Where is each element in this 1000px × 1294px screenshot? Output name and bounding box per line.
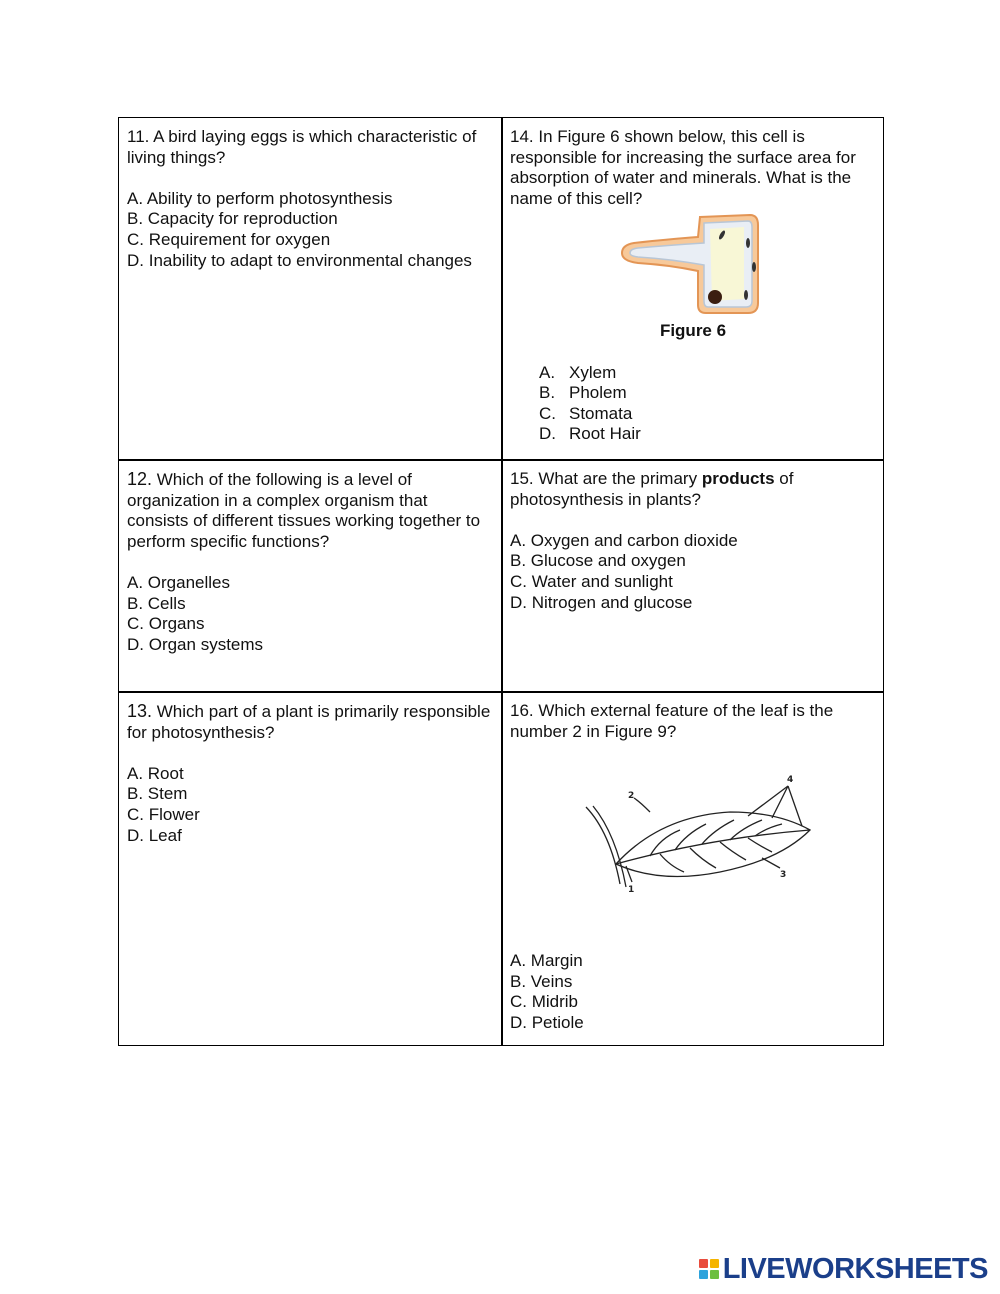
question-15-option-b[interactable]: B. Glucose and oxygen: [510, 551, 686, 571]
question-15-stem: 15. What are the primary products of photosynthesis in plants?: [510, 469, 794, 509]
question-14-cell: [502, 118, 884, 459]
question-16-option-d[interactable]: D. Petiole: [510, 1012, 584, 1032]
leaf-diagram: [510, 742, 876, 951]
question-12-option-a[interactable]: A. Organelles: [127, 572, 230, 592]
question-11-stem: 11. A bird laying eggs is which characteristic of living things?: [127, 127, 477, 167]
question-13-cell: [119, 692, 501, 1045]
leaf-label-3: 3: [780, 870, 787, 881]
question-13-stem: 13. Which part of a plant is primarily responsible for photosynthesis?: [127, 701, 491, 742]
question-16-option-a[interactable]: A. Margin: [510, 951, 583, 971]
root-hair-cell-illustration: [510, 213, 876, 319]
question-16-cell: [502, 692, 884, 1045]
question-table: [118, 117, 884, 1046]
question-13-option-c[interactable]: C. Flower: [127, 804, 200, 824]
question-13-option-a[interactable]: A. Root: [127, 763, 184, 783]
question-16-stem: 16. Which external feature of the leaf is the number 2 in Figure 9?: [510, 701, 834, 741]
question-11-option-b[interactable]: B. Capacity for reproduction: [127, 209, 338, 229]
question-14-options: [510, 363, 876, 445]
leaf-label-2: 2: [628, 791, 635, 802]
question-11-option-a[interactable]: A. Ability to perform photosynthesis: [127, 188, 393, 208]
question-15-cell: [502, 460, 884, 691]
question-11-option-c[interactable]: C. Requirement for oxygen: [127, 229, 331, 249]
question-12-stem: 12. Which of the following is a level of organization in a complex organism that consists of different tissues working together to perform specific functions?: [127, 469, 481, 551]
question-16-option-b[interactable]: B. Veins: [510, 971, 573, 991]
question-12-cell: [119, 460, 501, 691]
question-11-option-d[interactable]: D. Inability to adapt to environmental changes: [127, 250, 472, 270]
question-14-option-a[interactable]: A. Xylem: [539, 362, 617, 382]
liveworksheets-brand-text: LIVEWORKSHEETS: [722, 1252, 988, 1285]
liveworksheets-logo-icon: [699, 1259, 719, 1279]
question-11-cell: [119, 118, 501, 459]
leaf-label-4: 4: [787, 775, 794, 786]
leaf-figure: [510, 742, 876, 951]
question-12-option-c[interactable]: C. Organs: [127, 614, 205, 634]
question-13-option-d[interactable]: D. Leaf: [127, 825, 182, 845]
question-13-option-b[interactable]: B. Stem: [127, 784, 188, 804]
liveworksheets-logo: [699, 1254, 988, 1284]
leaf-label-1: 1: [628, 885, 635, 896]
question-15-option-c[interactable]: C. Water and sunlight: [510, 571, 673, 591]
figure-6-caption: Figure 6: [659, 321, 727, 341]
question-15-option-d[interactable]: D. Nitrogen and glucose: [510, 592, 693, 612]
question-15-option-a[interactable]: A. Oxygen and carbon dioxide: [510, 530, 738, 550]
question-16-option-c[interactable]: C. Midrib: [510, 992, 579, 1012]
question-12-option-d[interactable]: D. Organ systems: [127, 634, 264, 654]
question-14-option-c[interactable]: C. Stomata: [539, 403, 633, 423]
root-hair-cell-figure: [510, 209, 876, 311]
question-14-option-b[interactable]: B. Pholem: [539, 383, 627, 403]
question-12-option-b[interactable]: B. Cells: [127, 593, 186, 613]
question-14-stem: 14. In Figure 6 shown below, this cell is responsible for increasing the surface area for absorption of water and minerals. What is the name of this cell?: [510, 127, 856, 208]
question-14-option-d[interactable]: D. Root Hair: [539, 424, 641, 444]
